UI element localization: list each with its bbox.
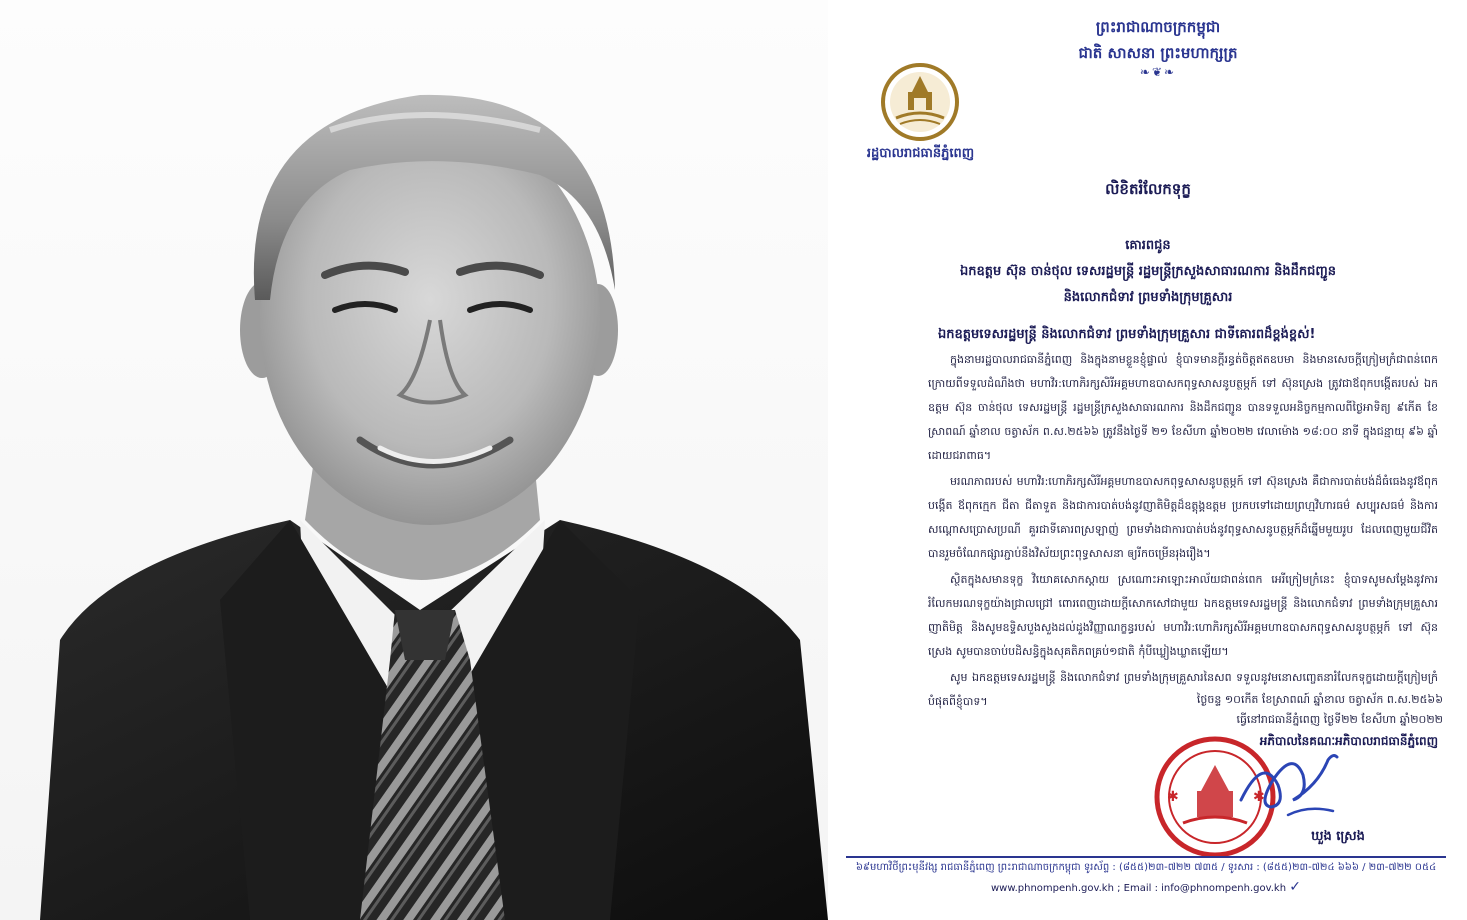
signer-title: អភិបាលនៃគណៈអភិបាលរាជធានីភ្នំពេញ [1259, 734, 1438, 748]
recipient-greeting: គោរពជូន [1125, 238, 1171, 253]
body-paragraph: ស្ថិតក្នុងសមានទុក្ខ វិយោគសោកស្តាយ ស្រណោះអាឡោះអាល័យជាពន់ពេក អេរីក្រៀមក្រំនេះ ខ្ញុំបាទសូមសម្តែងនូវការរំលែកមរណទុក្ខយ៉ាងជ្រាលជ្រៅ ពោរពេញដោយក្តីសោកសៅជាមួយ ឯកឧត្តមទេសរដ្ឋមន្ត្រី និងលោកជំទាវ ព្រមទាំងក្រុមគ្រួសារញាតិមិត្ត និងសូមឧទ្ទិសបួងសួងដល់ដួងវិញ្ញាណក្ខន្ធរបស់ មហាវិរ:ហោភិរក្សសិរីអគ្គមហាឧបាសកពុទ្ធសាសនូបត្ថម្ភក៍ ទៅ ស៊ុនស្រេង សូមបានចាប់បដិសន្ធិក្នុងសុគតិភពគ្រប់១ជាតិ កុំបីឃ្លៀងឃ្លាតឡើយ។ [928, 573, 1438, 658]
national-motto: ជាតិ សាសនា ព្រះមហាក្សត្រ [1078, 44, 1238, 62]
footer-divider [846, 856, 1446, 858]
recipient-block [908, 233, 1388, 311]
letterhead-kingdom [1008, 14, 1308, 78]
lunar-date: ថ្ងៃចន្ទ ១០កើត ខែស្រាពណ៍ ឆ្នាំខាល ចត្វាស័ក ព.ស.២៥៦៦ [1196, 693, 1443, 706]
salutation: ឯកឧត្តមទេសរដ្ឋមន្ត្រី និងលោកជំទាវ ព្រមទាំងក្រុមគ្រួសារ ជាទីគោរពដ៏ខ្ពង់ខ្ពស់! [938, 327, 1316, 342]
kingdom-name: ព្រះរាជាណាចក្រកម្ពុជា [1095, 18, 1221, 36]
footer-contact [846, 879, 1446, 895]
letterhead-ornament: ❧❦❧ [1139, 65, 1177, 79]
svg-text:✱: ✱ [1253, 789, 1265, 805]
recipient-name: ឯកឧត្តម ស៊ុន ចាន់ថុល ទេសរដ្ឋមន្ត្រី រដ្ឋមន្ត្រីក្រសួងសាធារណការ និងដឹកជញ្ជូន [959, 264, 1337, 279]
solar-date: ធ្វើនៅរាជធានីភ្នំពេញ ថ្ងៃទី២២ ខែសីហា ឆ្នាំ២០២២ [1236, 713, 1443, 726]
email-link[interactable]: info@phnompenh.gov.kh [1161, 883, 1287, 894]
letter-dates [1103, 690, 1443, 730]
svg-text:✱: ✱ [1167, 789, 1179, 805]
website-link[interactable]: www.phnompenh.gov.kh [990, 883, 1114, 894]
signature-icon [1233, 745, 1343, 825]
footer-address: ៦៩មហាវិថីព្រះមុនីវង្ស រាជធានីភ្នំពេញ ព្រះរាជាណាចក្រកម្ពុជា ទូរស័ព្ទ : (៨៥៥)២៣-៧២២ ៧៣៥ / ទូរសារ : (៨៥៥)២៣-៧២៤ ៦៦៦ / ២៣-៧២២ ០៥៤ [855, 862, 1437, 873]
body-paragraph: ក្នុងនាមរដ្ឋបាលរាជធានីភ្នំពេញ និងក្នុងនាមខ្លួនខ្ញុំផ្ទាល់ ខ្ញុំបាទមានក្តីរន្ធត់ចិត្តឥតឧបមា និងមានសេចក្តីក្រៀមក្រំជាពន់ពេកក្រោយពីទទួលដំណឹងថា មហាវិរ:ហោភិរក្សសិរីអគ្គមហាឧបាសកពុទ្ធសាសនូបត្ថម្ភក៍ ទៅ ស៊ុនស្រេង ត្រូវជាឪពុកបង្កើតរបស់ ឯកឧត្តម ស៊ុន ចាន់ថុល ទេសរដ្ឋមន្ត្រី រដ្ឋមន្ត្រីក្រសួងសាធារណការ និងដឹកជញ្ជូន បានទទួលអនិច្ចកម្មកាលពីថ្ងៃអាទិត្យ ៩កើត ខែស្រាពណ៍ ឆ្នាំខាល ចត្វាស័ក ព.ស.២៥៦៦ ត្រូវនឹងថ្ងៃទី ២១ ខែសីហា ឆ្នាំ២០២២ វេលាម៉ោង ១៨:០០ នាទី ក្នុងជន្មាយុ ៩៦ ឆ្នាំ ដោយជរាពាធ។ [928, 353, 1438, 462]
signer-name: ឃួង ស្រេង [1311, 829, 1365, 844]
letter-title: លិខិតរំលែកទុក្ខ [1105, 180, 1191, 198]
checkmark-icon: ✓ [1289, 879, 1301, 895]
phnom-penh-seal-icon [880, 62, 960, 142]
recipient-family: និងលោកជំទាវ ព្រមទាំងក្រុមគ្រួសារ [1063, 290, 1233, 305]
body-paragraph: មរណភាពរបស់ មហាវិរ:ហោភិរក្សសិរីអគ្គមហាឧបាសកពុទ្ធសាសនូបត្ថម្ភក៍ ទៅ ស៊ុនស្រេង គឺជាការបាត់បង់ដ៏ធំធេងនូវឪពុកបង្កើត ឪពុកក្មេក ជីតា ជីតាទួត និងជាការបាត់បង់នូវញាតិមិត្តដ៏ឧត្តុង្គឧត្តម ប្រកបទៅដោយព្រហ្មវិហារធម៌ សប្បុរសធម៌ និងការសណ្តោសប្រោសប្រណី គួរជាទីគោរពស្រឡាញ់ ព្រមទាំងជាការបាត់បង់នូវពុទ្ធសាសនូបត្ថម្ភក៍ដ៏ឆ្នើមមួយរូប ដែលពេញមួយជីវិត បានរួមចំណែកផ្សារភ្ជាប់នឹងវិស័យព្រះពុទ្ធសាសនា ឲ្យរីកចម្រើនរុងរឿង។ [928, 475, 1438, 560]
body-paragraph: សូម ឯកឧត្តមទេសរដ្ឋមន្ត្រី និងលោកជំទាវ ព្រមទាំងក្រុមគ្រួសារនៃសព ទទួលនូវមនោសញ្ចេតនារំលែកទុក្ខដោយក្តីក្រៀមក្រំបំផុតពីខ្ញុំបាទ។ [928, 671, 1438, 708]
letter-body [928, 348, 1438, 716]
footer-separator: ; Email : [1117, 883, 1158, 894]
condolence-letter [828, 0, 1467, 920]
issuing-authority: រដ្ឋបាលរាជធានីភ្នំពេញ [866, 146, 975, 161]
